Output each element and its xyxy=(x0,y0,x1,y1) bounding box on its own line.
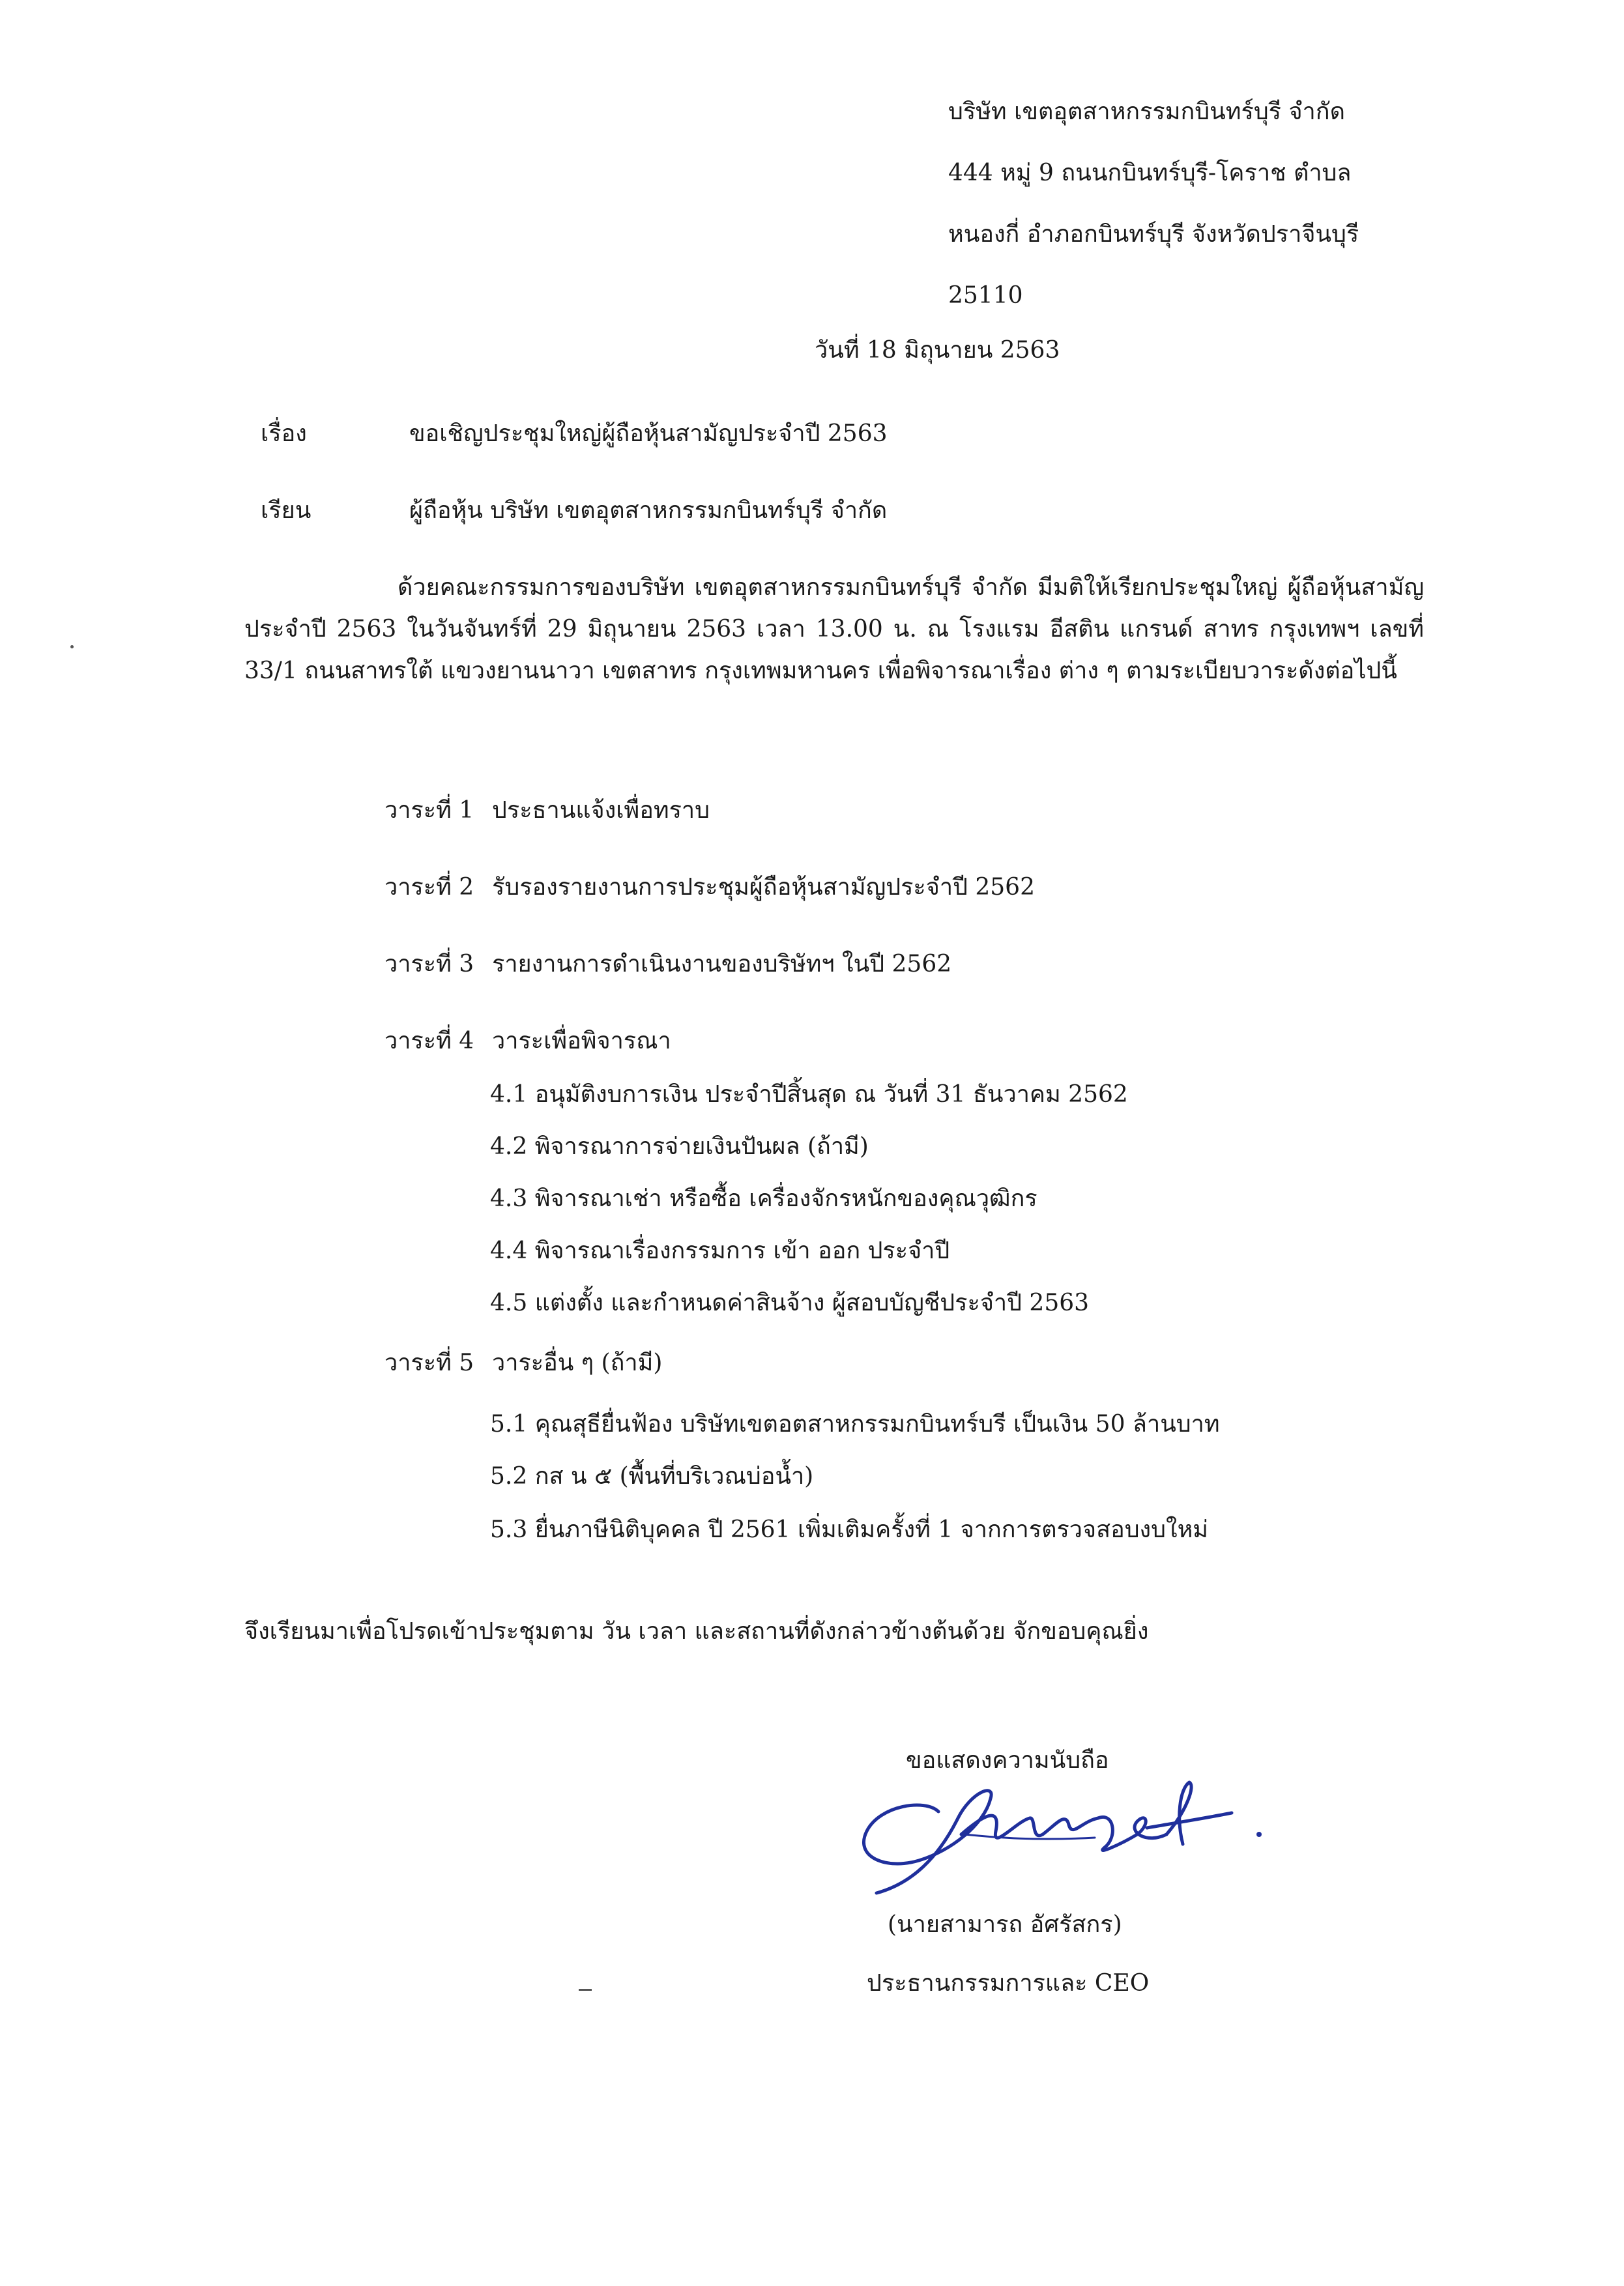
scan-speck xyxy=(70,645,74,648)
agenda-label: วาระที่ 3 xyxy=(384,951,474,977)
letter-date: วันที่ 18 มิถุนายน 2563 xyxy=(815,337,1060,364)
scan-speck xyxy=(579,1989,592,1991)
agenda-text: รายงานการดำเนินงานของบริษัทฯ ในปี 2562 xyxy=(492,951,952,977)
signer-name: (นายสามารถ อัศรัสกร) xyxy=(888,1911,1122,1938)
signature-strokes xyxy=(863,1782,1232,1893)
agenda-subitem: 4.2 พิจารณาการจ่ายเงินปันผล (ถ้ามี) xyxy=(490,1133,869,1160)
agenda-label: วาระที่ 2 xyxy=(384,874,474,901)
recipient-label: เรียน xyxy=(261,497,312,524)
agenda-text: รับรองรายงานการประชุมผู้ถือหุ้นสามัญประจำปี 2562 xyxy=(492,874,1035,901)
sender-line: หนองกี่ อำภอกบินทร์บุรี จังหวัดปราจีนบุรี xyxy=(948,221,1359,248)
sender-line: 444 หมู่ 9 ถนนกบินทร์บุรี-โคราช ตำบล xyxy=(948,160,1352,186)
closing-text: จึงเรียนมาเพื่อโปรดเข้าประชุมตาม วัน เวลา และสถานที่ดังกล่าวข้างต้นด้วย จักขอบคุณยิ่ง xyxy=(244,1618,1149,1645)
subject-text: ขอเชิญประชุมใหญ่ผู้ถือหุ้นสามัญประจำปี 2563 xyxy=(409,420,888,447)
signature-image xyxy=(841,1772,1271,1903)
agenda-text: วาระเพื่อพิจารณา xyxy=(492,1028,671,1054)
agenda-item-5 xyxy=(384,1348,662,1379)
agenda-subitem: 4.5 แต่งตั้ง และกำหนดค่าสินจ้าง ผู้สอบบัญชีประจำปี 2563 xyxy=(490,1290,1090,1316)
agenda-subitem: 4.3 พิจารณาเช่า หรือซื้อ เครื่องจักรหนักของคุณวุฒิกร xyxy=(490,1185,1037,1212)
agenda-item-1 xyxy=(384,795,710,826)
signer-title: ประธานกรรมการและ CEO xyxy=(867,1970,1150,1997)
agenda-subitem: 4.4 พิจารณาเรื่องกรรมการ เข้า ออก ประจำปี xyxy=(490,1237,950,1264)
agenda-subitem: 5.3 ยื่นภาษีนิติบุคคล ปี 2561 เพิ่มเติมครั้งที่ 1 จากการตรวจสอบงบใหม่ xyxy=(490,1516,1209,1543)
agenda-item-2 xyxy=(384,872,1035,903)
recipient-text: ผู้ถือหุ้น บริษัท เขตอุตสาหกรรมกบินทร์บุรี จำกัด xyxy=(409,497,888,524)
signoff-text: ขอแสดงความนับถือ xyxy=(906,1747,1109,1774)
agenda-item-3 xyxy=(384,949,951,980)
subject-label: เรื่อง xyxy=(261,420,307,447)
agenda-subitem: 5.2 กส น ๕ (พื้นที่บริเวณบ่อน้ำ) xyxy=(490,1463,814,1490)
signature-dot xyxy=(1256,1832,1262,1837)
body-paragraph: ด้วยคณะกรรมการของบริษัท เขตอุตสาหกรรมกบินทร์บุรี จำกัด มีมติให้เรียกประชุมใหญ่ ผู้ถือหุ้นสามัญประจำปี 2563 ในวันจันทร์ที่ 29 มิถุนายน 2563 เวลา 13.00 น. ณ โรงแรม อีสติน แกรนด์ สาทร กรุงเทพฯ เลขที่ 33/1 ถนนสาทรใต้ แขวงยานนาวา เขตสาทร กรุงเทพมหานคร เพื่อพิจารณาเรื่อง ต่าง ๆ ตามระเบียบวาระดังต่อไปนี้ xyxy=(244,574,1424,684)
sender-line: บริษัท เขตอุตสาหกรรมกบินทร์บุรี จำกัด xyxy=(948,98,1345,125)
agenda-label: วาระที่ 1 xyxy=(384,797,474,824)
agenda-subitem: 4.1 อนุมัติงบการเงิน ประจำปีสิ้นสุด ณ วันที่ 31 ธันวาคม 2562 xyxy=(490,1081,1128,1108)
agenda-label: วาระที่ 4 xyxy=(384,1028,474,1054)
agenda-label: วาระที่ 5 xyxy=(384,1350,474,1376)
agenda-text: วาระอื่น ๆ (ถ้ามี) xyxy=(492,1350,663,1376)
sender-line: 25110 xyxy=(948,282,1023,309)
sender-address xyxy=(948,96,1359,341)
agenda-subitem: 5.1 คุณสุธียื่นฟ้อง บริษัทเขตอตสาหกรรมกบินทร์บรี เป็นเงิน 50 ล้านบาท xyxy=(490,1411,1220,1438)
agenda-text: ประธานแจ้งเพื่อทราบ xyxy=(492,797,710,824)
agenda-item-4 xyxy=(384,1026,671,1057)
